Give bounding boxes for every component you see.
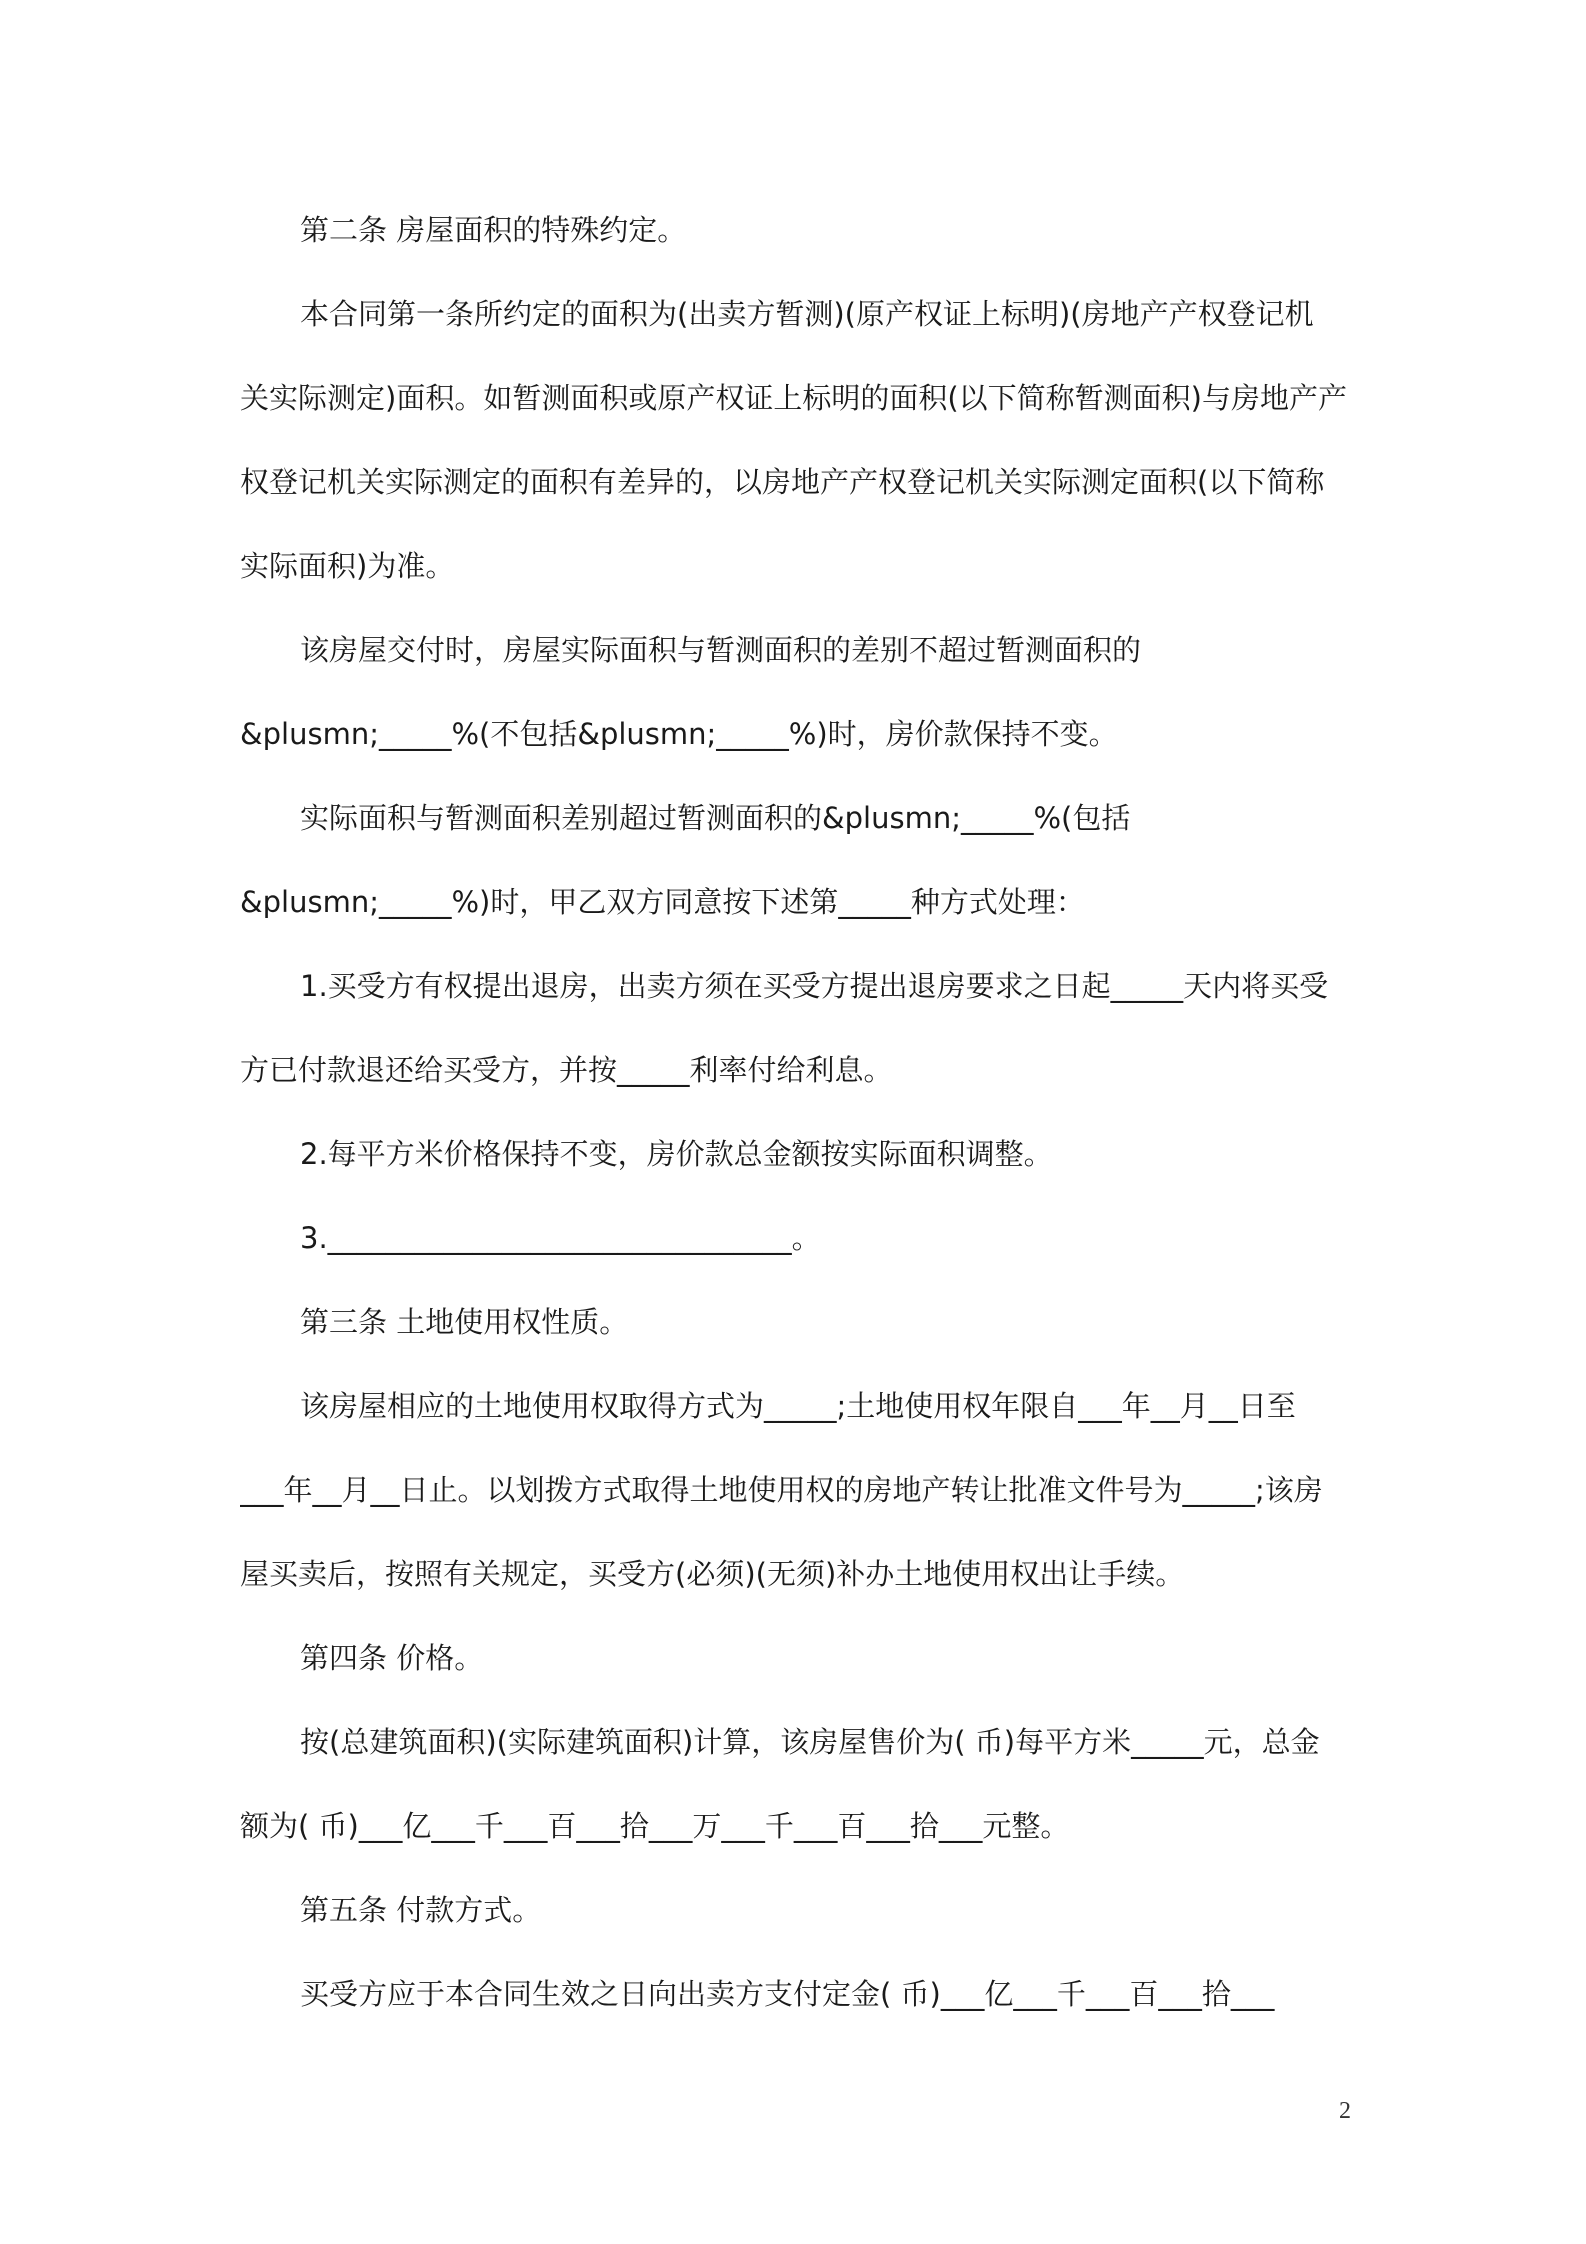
text-line: ___年__月__日止。以划拨方式取得土地使用权的房地产转让批准文件号为_____;该房: [240, 1473, 1323, 1507]
option-3-line: 3.________________________________。: [300, 1221, 821, 1255]
text-line: 按(总建筑面积)(实际建筑面积)计算，该房屋售价为( 币)每平方米_____元，总金: [300, 1725, 1320, 1759]
text-line: 本合同第一条所约定的面积为(出卖方暂测)(原产权证上标明)(房地产产权登记机: [300, 297, 1314, 331]
text-line: 屋买卖后，按照有关规定，买受方(必须)(无须)补办土地使用权出让手续。: [240, 1557, 1185, 1591]
text-line: 该房屋交付时，房屋实际面积与暂测面积的差别不超过暂测面积的: [300, 633, 1142, 667]
article-2-heading: 第二条 房屋面积的特殊约定。: [300, 213, 687, 247]
text-line: 权登记机关实际测定的面积有差异的，以房地产产权登记机关实际测定面积(以下简称: [240, 465, 1325, 499]
text-line: &plusmn;_____%(不包括&plusmn;_____%)时，房价款保持不变。: [240, 717, 1118, 751]
text-line: 买受方应于本合同生效之日向出卖方支付定金( 币)___亿___千___百___拾___: [300, 1977, 1275, 2011]
article-4-heading: 第四条 价格。: [300, 1641, 484, 1675]
text-line: &plusmn;_____%)时，甲乙双方同意按下述第_____种方式处理：: [240, 885, 1085, 919]
page-number: 2: [1339, 2098, 1351, 2124]
text-line: 关实际测定)面积。如暂测面积或原产权证上标明的面积(以下简称暂测面积)与房地产产: [240, 381, 1347, 415]
article-3-heading: 第三条 土地使用权性质。: [300, 1305, 629, 1339]
text-line: 实际面积与暂测面积差别超过暂测面积的&plusmn;_____%(包括: [300, 801, 1131, 835]
text-line: 额为( 币)___亿___千___百___拾___万___千___百___拾___元整。: [240, 1809, 1070, 1843]
option-2-line: 2.每平方米价格保持不变，房价款总金额按实际面积调整。: [300, 1137, 1053, 1171]
text-line: 实际面积)为准。: [240, 549, 455, 583]
article-5-heading: 第五条 付款方式。: [300, 1893, 542, 1927]
text-line: 方已付款退还给买受方，并按_____利率付给利息。: [240, 1053, 893, 1087]
option-1-line: 1.买受方有权提出退房，出卖方须在买受方提出退房要求之日起_____天内将买受: [300, 969, 1329, 1003]
text-line: 该房屋相应的土地使用权取得方式为_____;土地使用权年限自___年__月__日至: [300, 1389, 1296, 1423]
document-body: [240, 196, 1350, 2044]
